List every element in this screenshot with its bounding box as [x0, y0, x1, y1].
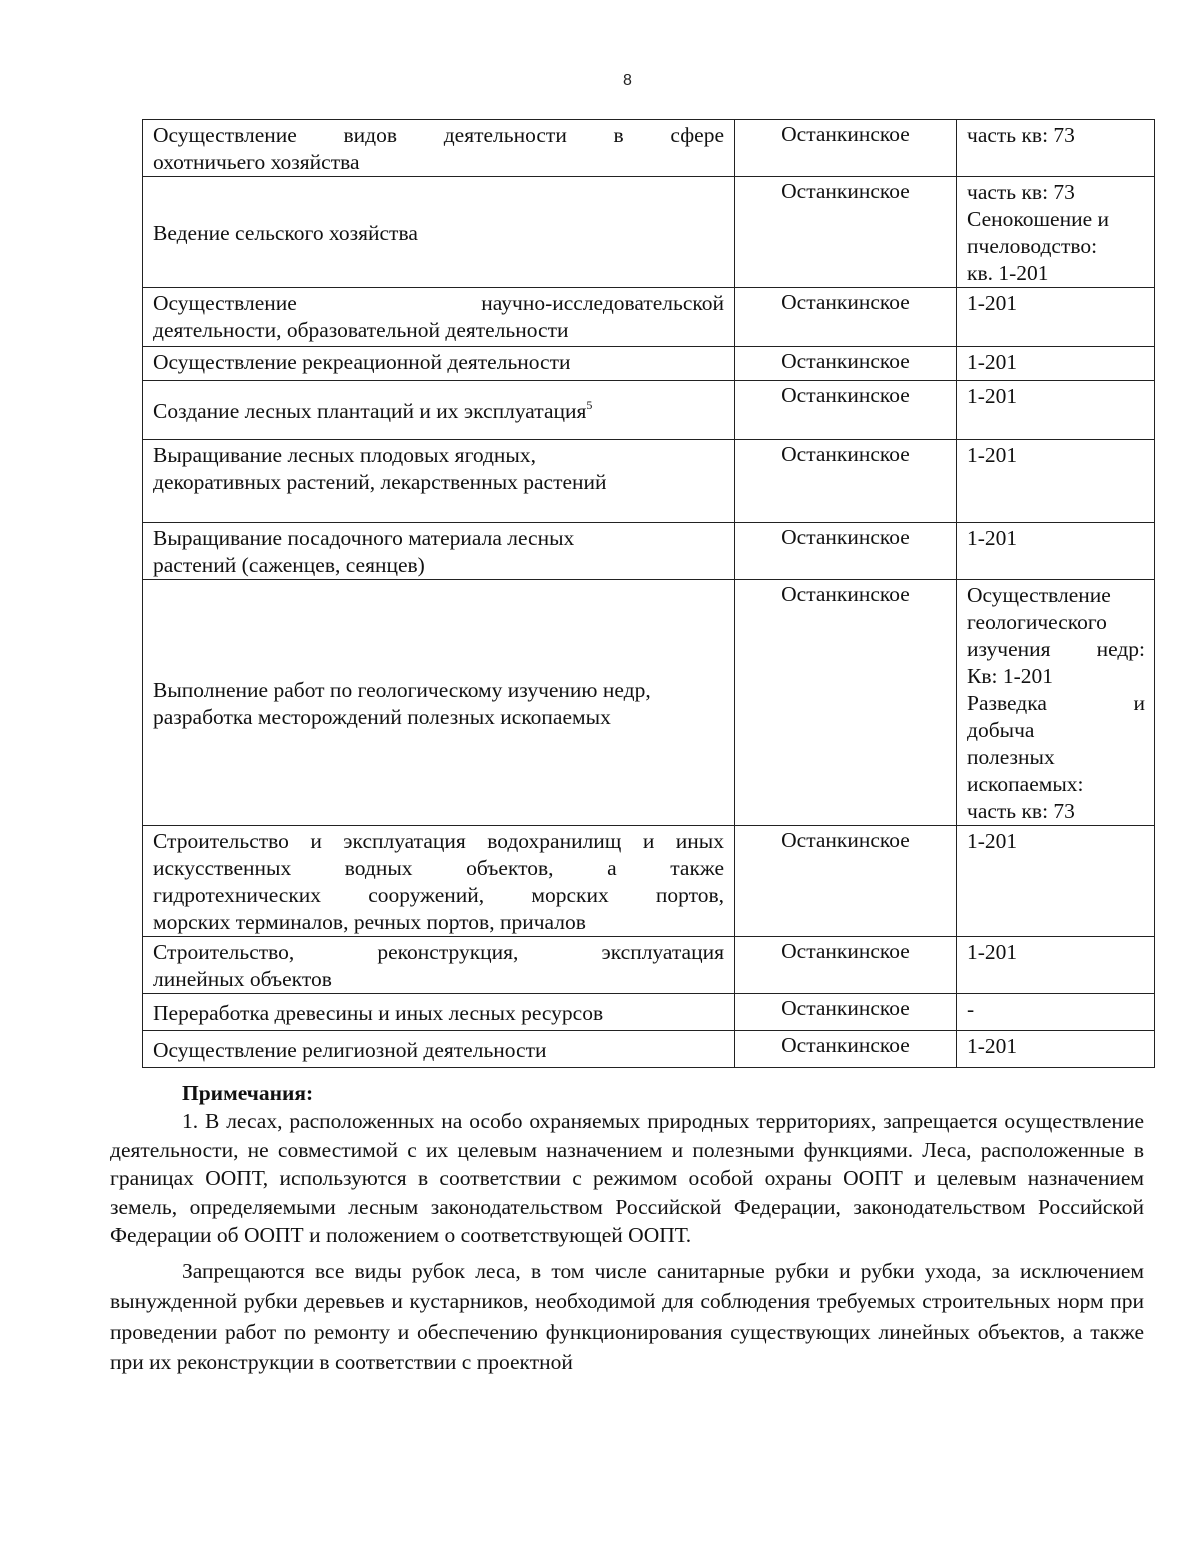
quarters-cell: [957, 1031, 1155, 1068]
activity-text-line: гидротехнических сооружений, морских портов,: [153, 883, 724, 907]
quarters-cell: [957, 580, 1155, 826]
activity-cell: [143, 347, 735, 381]
quarters-cell: [957, 440, 1155, 523]
activity-text-line: морских терминалов, речных портов, причалов: [153, 910, 586, 934]
activity-cell: [143, 826, 735, 937]
quarters-text-line: часть кв: 73: [967, 123, 1075, 147]
forestry-cell: Останкинское: [735, 288, 957, 347]
activity-text-line: искусственных водных объектов, а также: [153, 856, 724, 880]
table-row: [143, 994, 1155, 1031]
table-row: [143, 1031, 1155, 1068]
activity-text-line: разработка месторождений полезных ископаемых: [153, 704, 611, 729]
forestry-cell: Останкинское: [735, 994, 957, 1031]
quarters-text-line: часть кв: 73: [967, 799, 1075, 823]
quarters-text-line: 1-201: [967, 384, 1018, 408]
activity-cell: [143, 580, 735, 826]
quarters-text-line: геологического: [967, 610, 1107, 634]
quarters-text-line: Разведка и: [967, 691, 1145, 715]
quarters-text-line: -: [967, 997, 975, 1021]
activity-text-line: Строительство, реконструкция, эксплуатация: [153, 940, 724, 964]
table-row: [143, 120, 1155, 177]
table-row: [143, 288, 1155, 347]
notes-section: [110, 1080, 1144, 1378]
activity-cell: [143, 440, 735, 523]
quarters-cell: [957, 177, 1155, 288]
activity-cell: [143, 523, 735, 580]
quarters-text-line: 1-201: [967, 291, 1018, 315]
quarters-cell: [957, 937, 1155, 994]
quarters-text-line: ископаемых:: [967, 772, 1084, 796]
quarters-text-line: добыча: [967, 718, 1035, 742]
activity-text-line: Выращивание лесных плодовых ягодных,: [153, 443, 537, 467]
page-number: 8: [623, 72, 632, 89]
activity-text-line: декоративных растений, лекарственных растений: [153, 470, 607, 494]
activity-text-line: растений (саженцев, сеянцев): [153, 553, 425, 577]
table-row: [143, 381, 1155, 440]
activity-cell: [143, 381, 735, 440]
quarters-text-line: 1-201: [967, 350, 1018, 374]
table-row: [143, 580, 1155, 826]
activity-cell: [143, 994, 735, 1031]
quarters-text-line: 1-201: [967, 940, 1018, 964]
forestry-cell: Останкинское: [735, 381, 957, 440]
land-use-table: [142, 119, 1155, 1068]
forestry-cell: Останкинское: [735, 177, 957, 288]
activity-text-line: Осуществление видов деятельности в сфере: [153, 123, 724, 147]
activity-text: Создание лесных плантаций и их эксплуатация: [153, 398, 587, 423]
activity-cell: [143, 937, 735, 994]
activity-text-line: деятельности, образовательной деятельности: [153, 318, 569, 342]
activity-text-line: Осуществление религиозной деятельности: [153, 1037, 547, 1062]
activity-text-line: охотничьего хозяйства: [153, 150, 360, 174]
quarters-text-line: 1-201: [967, 526, 1018, 550]
table-row: [143, 523, 1155, 580]
activity-text-line: Ведение сельского хозяйства: [153, 220, 418, 245]
activity-text-line: [153, 398, 724, 425]
forestry-cell: Останкинское: [735, 440, 957, 523]
quarters-text-line: изучения недр:: [967, 637, 1145, 661]
table-row: [143, 826, 1155, 937]
quarters-cell: [957, 381, 1155, 440]
notes-paragraph: 1. В лесах, расположенных на особо охраняемых природных территориях, запрещается осуществление деятельности, не совместимой с их целевым назначением и полезными функциями. Леса, расположенные в границах ООПТ, используются в соответствии с режимом особой охраны ООПТ и целевым назначением земель, определяемыми лесным законодательством Российской Федерации, законодательством Российской Федерации об ООПТ и положением о соответствующей ООПТ.: [110, 1109, 1144, 1247]
table-row: [143, 347, 1155, 381]
quarters-text-line: Сенокошение и: [967, 207, 1110, 231]
quarters-text-line: пчеловодство:: [967, 234, 1098, 258]
quarters-cell: [957, 120, 1155, 177]
activity-cell: [143, 177, 735, 288]
forestry-cell: Останкинское: [735, 580, 957, 826]
quarters-cell: [957, 347, 1155, 381]
quarters-text-line: 1-201: [967, 443, 1018, 467]
table-row: [143, 440, 1155, 523]
table-row: [143, 937, 1155, 994]
forestry-cell: Останкинское: [735, 523, 957, 580]
quarters-cell: [957, 523, 1155, 580]
activity-cell: [143, 288, 735, 347]
quarters-cell: [957, 826, 1155, 937]
activity-text-line: Осуществление научно-исследовательской: [153, 291, 724, 315]
activity-cell: [143, 1031, 735, 1068]
quarters-text-line: часть кв: 73: [967, 180, 1075, 204]
quarters-text-line: кв. 1-201: [967, 261, 1049, 285]
activity-text-line: Выращивание посадочного материала лесных: [153, 526, 575, 550]
quarters-text-line: полезных: [967, 745, 1055, 769]
activity-text-line: Строительство и эксплуатация водохранилищ и иных: [153, 829, 724, 853]
quarters-text-line: 1-201: [967, 1034, 1018, 1058]
quarters-text-line: Кв: 1-201: [967, 664, 1053, 688]
activity-text-line: линейных объектов: [153, 967, 332, 991]
forestry-cell: Останкинское: [735, 120, 957, 177]
quarters-cell: [957, 288, 1155, 347]
table-row: [143, 177, 1155, 288]
quarters-text-line: 1-201: [967, 829, 1018, 853]
activity-text-line: Переработка древесины и иных лесных ресурсов: [153, 1000, 604, 1025]
activity-cell: [143, 120, 735, 177]
quarters-cell: [957, 994, 1155, 1031]
forestry-cell: Останкинское: [735, 1031, 957, 1068]
quarters-text-line: Осуществление: [967, 583, 1111, 607]
notes-paragraph: Запрещаются все виды рубок леса, в том числе санитарные рубки и рубки ухода, за исключением вынужденной рубки деревьев и кустарников, необходимой для соблюдения требуемых строительных норм при проведении работ по ремонту и обеспечению функционирования существующих линейных объектов, а также при их реконструкции в соответствии с проектной: [110, 1258, 1144, 1374]
footnote-marker: 5: [586, 397, 593, 412]
activity-text-line: Выполнение работ по геологическому изучению недр,: [153, 677, 651, 702]
notes-title: Примечания:: [182, 1081, 314, 1105]
forestry-cell: Останкинское: [735, 826, 957, 937]
activity-text-line: Осуществление рекреационной деятельности: [153, 350, 571, 374]
forestry-cell: Останкинское: [735, 347, 957, 381]
forestry-cell: Останкинское: [735, 937, 957, 994]
